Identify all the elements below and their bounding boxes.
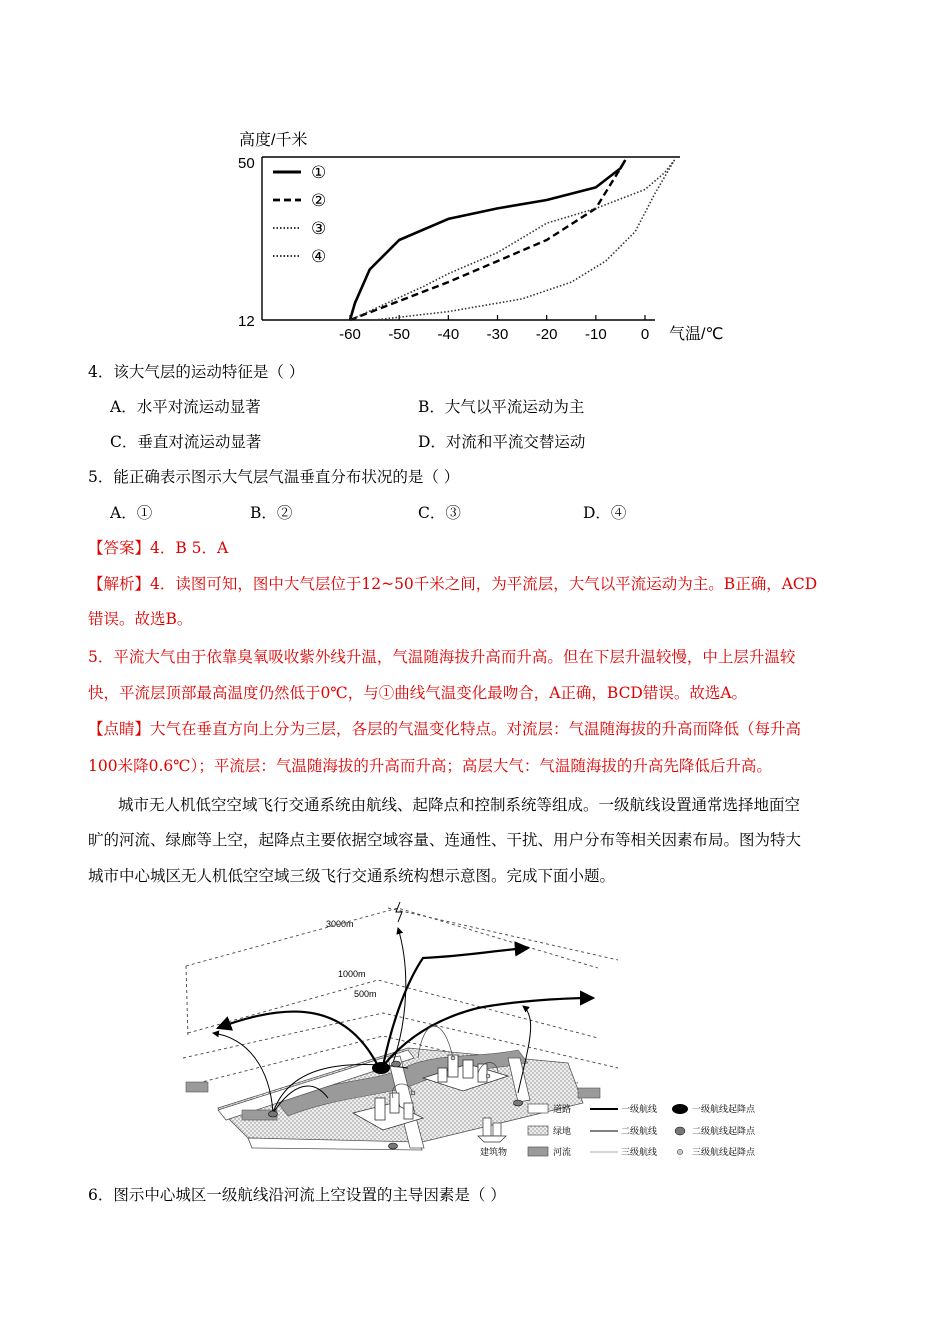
legend-green: 绿地	[553, 1126, 572, 1136]
q5-option-b: B．②	[250, 504, 293, 522]
q5-option-c: C．③	[418, 504, 461, 522]
analysis-line-3: 5．平流大气由于依靠臭氧吸收紫外线升温，气温随海拔升高而升高。但在下层升温较慢，中上层升温较	[88, 648, 796, 666]
analysis-line-1: 【解析】4．读图可知，图中大气层位于12~50千米之间，为平流层，大气以平流运动为主。B正确，ACD	[88, 575, 818, 593]
x-tick-label: -10	[584, 326, 607, 343]
chart-series	[350, 160, 675, 320]
chart-legend	[273, 163, 326, 266]
analysis-line-5: 【点睛】大气在垂直方向上分为三层，各层的气温变化特点。对流层：气温随海拔的升高而降低（每升高	[88, 720, 802, 738]
question-4-stem: 4．该大气层的运动特征是（ ）	[88, 363, 305, 381]
q4-option-b: B．大气以平流运动为主	[418, 398, 585, 416]
q5-option-d: D．④	[583, 504, 627, 522]
y-tick-bottom: 12	[238, 313, 255, 330]
x-axis-label: 气温/℃	[669, 326, 724, 343]
height-1000-label: 1000m	[338, 969, 366, 979]
y-axis-label: 高度/千米	[239, 132, 308, 149]
analysis-line-4: 快，平流层顶部最高温度仍然低于0℃，与①曲线气温变化最吻合，A正确，BCD错误。故选A。	[88, 684, 748, 702]
q4-option-d: D．对流和平流交替运动	[418, 433, 586, 451]
q4-option-a: A．水平对流运动显著	[110, 398, 261, 416]
legend-building: 建筑物	[480, 1147, 508, 1157]
legend-route1: 一级航线	[621, 1104, 658, 1114]
analysis-line-6: 100米降0.6℃）；平流层：气温随海拔的升高而升高；高层大气：气温随海拔的升高先降低后升高。	[88, 757, 772, 775]
legend-label-3: ③	[311, 219, 327, 238]
height-3000-label: 3000m	[326, 919, 354, 929]
y-tick-top: 50	[238, 155, 255, 172]
series-line-2	[350, 160, 625, 320]
question-6-stem: 6．图示中心城区一级航线沿河流上空设置的主导因素是（ ）	[88, 1186, 506, 1204]
legend-label-2: ②	[311, 191, 327, 210]
analysis-line-2: 错误。故选B。	[88, 610, 193, 628]
legend-pad1: 一级航线起降点	[692, 1104, 756, 1114]
passage-line-2: 旷的河流、绿廊等上空，起降点主要依据空域容量、连通性、干扰、用户分布等相关因素布局。图为特大	[88, 831, 802, 849]
series-line-1	[350, 160, 625, 320]
answer-line: 【答案】4．B 5．A	[88, 539, 229, 557]
legend-pad2: 二级航线起降点	[692, 1126, 756, 1136]
legend-label-1: ①	[311, 163, 327, 182]
passage-line-3: 城市中心城区无人机低空空域三级飞行交通系统构想示意图。完成下面小题。	[88, 867, 616, 885]
x-tick-label: -50	[388, 326, 411, 343]
legend-label-4: ④	[311, 247, 327, 266]
series-line-4	[375, 160, 675, 320]
height-500-label: 500m	[354, 989, 377, 999]
x-tick-label: -40	[437, 326, 460, 343]
passage-line-1: 城市无人机低空空域飞行交通系统由航线、起降点和控制系统等组成。一级航线设置通常选择地面空	[118, 796, 801, 814]
q5-option-a: A．①	[110, 504, 153, 522]
airspace-top-marker-icon	[396, 902, 402, 922]
x-tick-label: -60	[339, 326, 361, 343]
drone-traffic-diagram	[178, 898, 778, 1163]
question-5-stem: 5．能正确表示图示大气层气温垂直分布状况的是（ ）	[88, 468, 460, 486]
legend-route2: 二级航线	[621, 1126, 658, 1136]
legend-pad3: 三级航线起降点	[692, 1147, 756, 1157]
primary-landing-pad	[372, 1062, 390, 1074]
x-tick-label: -30	[486, 326, 509, 343]
legend-route3: 三级航线	[621, 1147, 658, 1157]
legend-road: 道路	[553, 1104, 572, 1114]
legend-river: 河流	[553, 1147, 572, 1157]
x-tick-label: 0	[640, 326, 650, 343]
temperature-chart	[225, 125, 735, 350]
x-tick-label: -20	[535, 326, 558, 343]
q4-option-c: C．垂直对流运动显著	[110, 433, 262, 451]
